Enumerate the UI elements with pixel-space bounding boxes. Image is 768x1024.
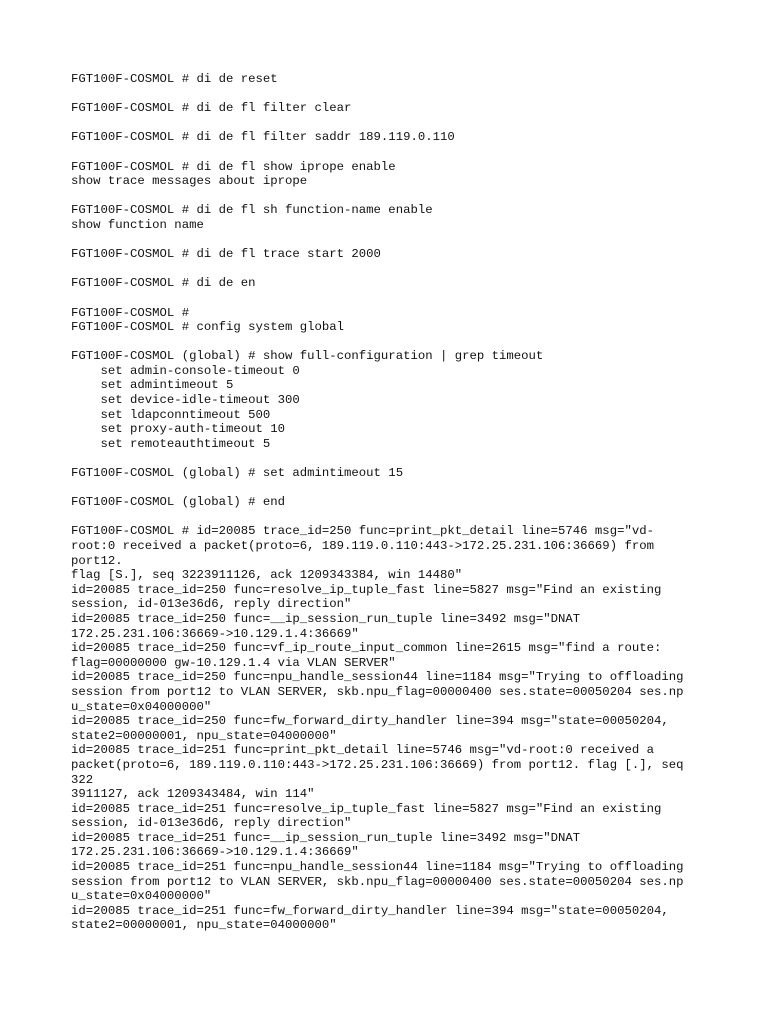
text-line: FGT100F-COSMOL # di de fl filter saddr 189.119.0.110 bbox=[71, 130, 455, 145]
text-line: u_state=0x04000000" bbox=[71, 889, 212, 904]
command-function-name bbox=[71, 203, 711, 232]
text-line: state2=00000001, npu_state=04000000" bbox=[71, 728, 337, 743]
text-line: FGT100F-COSMOL (global) # show full-configuration | grep timeout bbox=[71, 349, 544, 364]
text-line: FGT100F-COSMOL # config system global bbox=[71, 320, 345, 335]
terminal-transcript bbox=[71, 72, 711, 948]
text-line: id=20085 trace_id=250 func=resolve_ip_tuple_fast line=5827 msg="Find an existing bbox=[71, 582, 662, 597]
text-line: FGT100F-COSMOL # di de fl sh function-name enable bbox=[71, 203, 433, 218]
command-set-admintimeout bbox=[71, 466, 711, 481]
trace-output bbox=[71, 524, 711, 933]
text-line: show function name bbox=[71, 217, 204, 232]
text-line: flag=00000000 gw-10.129.1.4 via VLAN SERVER" bbox=[71, 655, 396, 670]
text-line: id=20085 trace_id=250 func=fw_forward_dirty_handler line=394 msg="state=00050204, bbox=[71, 714, 669, 729]
command-config-global bbox=[71, 306, 711, 335]
text-line: show trace messages about iprope bbox=[71, 174, 308, 189]
text-line: FGT100F-COSMOL # di de fl show iprope enable bbox=[71, 159, 396, 174]
text-line: set remoteauthtimeout 5 bbox=[71, 436, 271, 451]
text-line: id=20085 trace_id=251 func=resolve_ip_tuple_fast line=5827 msg="Find an existing bbox=[71, 801, 662, 816]
command-debug-enable bbox=[71, 276, 711, 291]
text-line: flag [S.], seq 3223911126, ack 1209343384, win 14480" bbox=[71, 568, 463, 583]
text-line: id=20085 trace_id=250 func=npu_handle_session44 line=1184 msg="Trying to offloading bbox=[71, 670, 684, 685]
text-line: session from port12 to VLAN SERVER, skb.npu_flag=00000400 ses.state=00050204 ses.np bbox=[71, 874, 684, 889]
text-line: set admin-console-timeout 0 bbox=[71, 363, 300, 378]
text-line: id=20085 trace_id=251 func=print_pkt_detail line=5746 msg="vd-root:0 received a bbox=[71, 743, 654, 758]
text-line: set device-idle-timeout 300 bbox=[71, 393, 300, 408]
command-show-iprope bbox=[71, 160, 711, 189]
text-line: id=20085 trace_id=250 func=vf_ip_route_input_common line=2615 msg="find a route: bbox=[71, 641, 662, 656]
text-line: u_state=0x04000000" bbox=[71, 699, 212, 714]
text-line: session, id-013e36d6, reply direction" bbox=[71, 597, 352, 612]
text-line: id=20085 trace_id=250 func=__ip_session_run_tuple line=3492 msg="DNAT bbox=[71, 611, 581, 626]
text-line: packet(proto=6, 189.119.0.110:443->172.25.231.106:36669) from port12. flag [.], seq bbox=[71, 757, 684, 772]
text-line: 322 bbox=[71, 772, 94, 787]
command-filter-clear bbox=[71, 101, 711, 116]
text-line: set proxy-auth-timeout 10 bbox=[71, 422, 286, 437]
text-line: state2=00000001, npu_state=04000000" bbox=[71, 918, 337, 933]
text-line: 172.25.231.106:36669->10.129.1.4:36669" bbox=[71, 626, 359, 641]
text-line: FGT100F-COSMOL # di de reset bbox=[71, 72, 278, 86]
text-line: id=20085 trace_id=251 func=npu_handle_session44 line=1184 msg="Trying to offloading bbox=[71, 860, 684, 875]
text-line: session from port12 to VLAN SERVER, skb.npu_flag=00000400 ses.state=00050204 ses.np bbox=[71, 684, 684, 699]
text-line: 172.25.231.106:36669->10.129.1.4:36669" bbox=[71, 845, 359, 860]
text-line: 3911127, ack 1209343484, win 114" bbox=[71, 787, 315, 802]
text-line: port12. bbox=[71, 553, 123, 568]
text-line: FGT100F-COSMOL # di de fl filter clear bbox=[71, 101, 352, 116]
text-line: session, id-013e36d6, reply direction" bbox=[71, 816, 352, 831]
text-line: FGT100F-COSMOL (global) # end bbox=[71, 495, 286, 510]
text-line: set ldapconntimeout 500 bbox=[71, 407, 271, 422]
text-line: FGT100F-COSMOL # di de en bbox=[71, 276, 256, 291]
text-line: root:0 received a packet(proto=6, 189.119.0.110:443->172.25.231.106:36669) from bbox=[71, 539, 654, 553]
text-line: set admintimeout 5 bbox=[71, 378, 234, 393]
text-line: id=20085 trace_id=251 func=__ip_session_run_tuple line=3492 msg="DNAT bbox=[71, 830, 581, 845]
text-line: id=20085 trace_id=251 func=fw_forward_dirty_handler line=394 msg="state=00050204, bbox=[71, 903, 669, 918]
command-reset bbox=[71, 72, 711, 87]
command-show-timeout bbox=[71, 349, 711, 451]
text-line: FGT100F-COSMOL (global) # set admintimeout 15 bbox=[71, 466, 404, 481]
command-filter-saddr bbox=[71, 130, 711, 145]
command-trace-start bbox=[71, 247, 711, 262]
text-line: FGT100F-COSMOL # bbox=[71, 305, 190, 320]
text-line: FGT100F-COSMOL # id=20085 trace_id=250 func=print_pkt_detail line=5746 msg="vd- bbox=[71, 524, 654, 539]
text-line: FGT100F-COSMOL # di de fl trace start 2000 bbox=[71, 247, 381, 262]
command-end bbox=[71, 495, 711, 510]
